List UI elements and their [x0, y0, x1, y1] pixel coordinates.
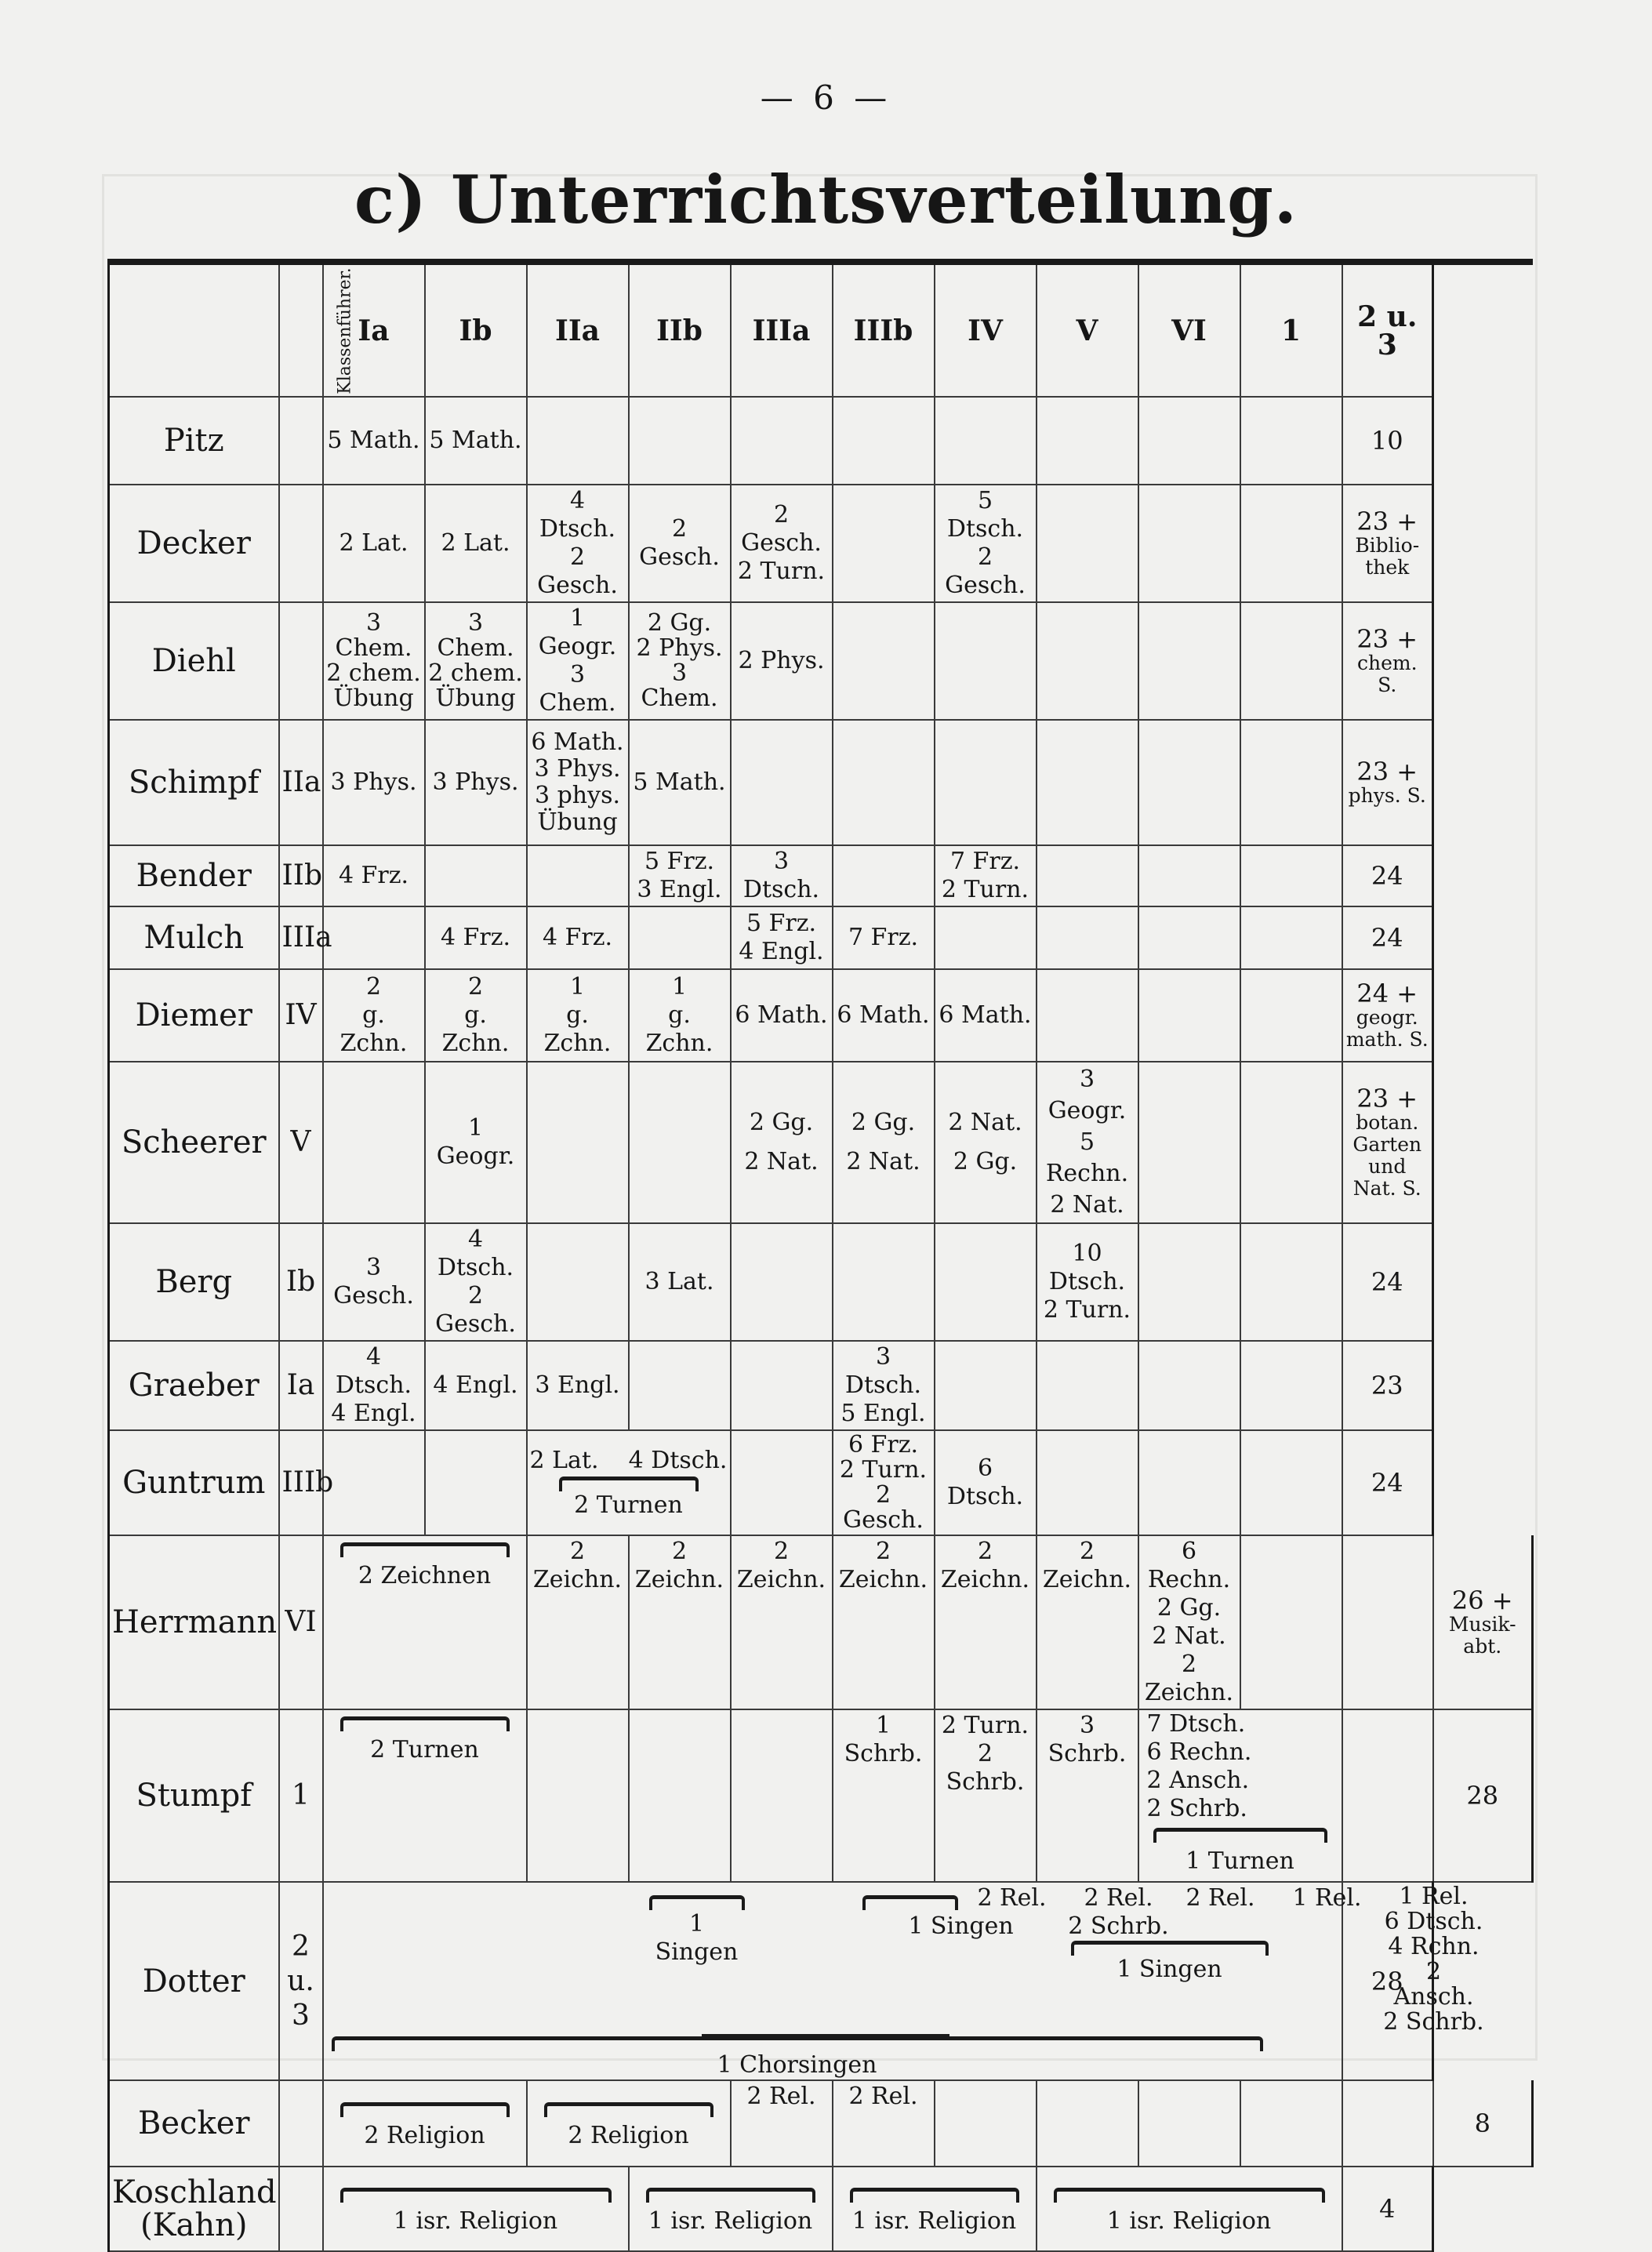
- table-cell: 2 Zeichn.: [1037, 1535, 1138, 1709]
- brace: [850, 2188, 1019, 2203]
- table-cell: 2 Nat. 2 Gg.: [935, 1062, 1037, 1223]
- table-cell: 3 Engl.: [527, 1341, 629, 1430]
- span-label: 2 Turnen: [574, 1491, 683, 1519]
- span-label: 1 isr. Religion: [1106, 2207, 1272, 2235]
- table-cell: 2 Gg. 2 Nat.: [833, 1062, 935, 1223]
- table-cell: 1 Rel.: [1292, 1884, 1362, 1912]
- span-label: 1 Singen: [655, 1910, 739, 1966]
- table-cell: [1240, 969, 1342, 1062]
- brace: [559, 1477, 699, 1491]
- table-cell: 2 Lat.: [425, 485, 527, 602]
- class-teacher: 2 u. 3: [279, 1882, 323, 2080]
- class-header: IIa: [527, 262, 629, 397]
- table-cell: 2 Zeichn.: [527, 1535, 629, 1709]
- total-cell: 28: [1342, 1882, 1433, 2080]
- table-cell: 3 Dtsch.: [731, 845, 833, 906]
- table-cell: [1138, 845, 1240, 906]
- combined-cell: [323, 2167, 629, 2251]
- table-cell: 4 Frz.: [323, 845, 425, 906]
- table-cell: [1240, 1062, 1342, 1223]
- table-cell: 1 g. Zchn.: [527, 969, 629, 1062]
- table-row: [109, 2167, 1533, 2251]
- table-cell: 3 Phys.: [425, 720, 527, 845]
- page-title: c) Unterrichtsverteilung.: [354, 161, 1298, 238]
- table-cell: [1240, 1223, 1342, 1341]
- brace: [646, 2188, 815, 2203]
- total-cell: 28: [1433, 1709, 1533, 1882]
- class-teacher: IIIb: [279, 1430, 323, 1535]
- table-cell: [1240, 1430, 1342, 1535]
- table-row: [109, 1062, 1533, 1223]
- total-cell: 23 + botan. Garten und Nat. S.: [1342, 1062, 1433, 1223]
- table-cell: 5 Math.: [425, 397, 527, 485]
- table-cell: 3 Phys.: [323, 720, 425, 845]
- teacher-name: Diemer: [109, 969, 279, 1062]
- span-label: 1 Chorsingen: [717, 2051, 877, 2079]
- table-row: [109, 1535, 1533, 1709]
- teacher-name: Koschland (Kahn): [109, 2167, 279, 2251]
- table-cell: [1240, 397, 1342, 485]
- span-label: 2 Religion: [568, 2121, 689, 2149]
- table-cell: 2 Rel.: [833, 2080, 935, 2167]
- span-label: 2 Zeichnen: [358, 1562, 492, 1589]
- table-cell: [1037, 969, 1138, 1062]
- table-cell: [935, 2080, 1037, 2167]
- teacher-name: Guntrum: [109, 1430, 279, 1535]
- combined-cell: [644, 1883, 750, 2036]
- table-cell: 2 Rel.: [731, 2080, 833, 2167]
- class-header: IIb: [629, 262, 731, 397]
- teacher-header: [109, 262, 279, 397]
- table-cell: 10 Dtsch. 2 Turn.: [1037, 1223, 1138, 1341]
- total-cell: 10: [1342, 397, 1433, 485]
- table-cell: [324, 1883, 430, 2036]
- table-cell: [833, 1223, 935, 1341]
- table-cell: 5 Frz. 4 Engl.: [731, 906, 833, 969]
- table-cell: 3 Chem. 2 chem. Übung: [425, 602, 527, 720]
- inner-table: [324, 1883, 1487, 2079]
- table-cell: 5 Dtsch. 2 Gesch.: [935, 485, 1037, 602]
- table-cell: [1138, 397, 1240, 485]
- inner-row: [324, 2036, 1487, 2079]
- table-cell: [1240, 845, 1342, 906]
- table-cell: [1240, 1535, 1342, 1709]
- combined-cell: [1037, 2167, 1342, 2251]
- table-row: [109, 602, 1533, 720]
- table-cell: [731, 1223, 833, 1341]
- total-cell: 23 + chem. S.: [1342, 602, 1433, 720]
- teacher-name: Pitz: [109, 397, 279, 485]
- table-cell: [731, 720, 833, 845]
- class-teacher: [279, 2167, 323, 2251]
- class-header: Ib: [425, 262, 527, 397]
- table-cell: 2 Gg. 2 Phys. 3 Chem.: [629, 602, 731, 720]
- table-cell: [935, 720, 1037, 845]
- table-cell: 2 Zeichn.: [833, 1535, 935, 1709]
- table-cell: [1240, 602, 1342, 720]
- table-cell: [935, 1223, 1037, 1341]
- table-cell: 6 Math.: [731, 969, 833, 1062]
- table-cell: [1037, 397, 1138, 485]
- table-cell: 6 Math.: [833, 969, 935, 1062]
- teacher-name: Mulch: [109, 906, 279, 969]
- span-label: 1 isr. Religion: [648, 2207, 813, 2235]
- table-cell: [859, 1884, 961, 1912]
- class-teacher: [279, 485, 323, 602]
- table-cell: [629, 397, 731, 485]
- table-cell: 6 Math. 3 Phys. 3 phys. Übung: [527, 720, 629, 845]
- table-cell: [527, 1062, 629, 1223]
- table-cell: [425, 845, 527, 906]
- class-teacher: V: [279, 1062, 323, 1223]
- table-cell: [1037, 602, 1138, 720]
- class-teacher: [279, 602, 323, 720]
- span-label: 1 Singen: [1116, 1956, 1222, 1983]
- class-header: 2 u. 3: [1342, 262, 1433, 397]
- table-cell: 2 Zeichn.: [935, 1535, 1037, 1709]
- table-cell: [1037, 1341, 1138, 1430]
- table-cell: 1 g. Zchn.: [629, 969, 731, 1062]
- table-cell: [935, 1341, 1037, 1430]
- table-cell: [629, 1062, 731, 1223]
- table-cell: [1138, 1223, 1240, 1341]
- table-cell: 1 Schrb.: [833, 1709, 935, 1882]
- table-cell: [1138, 969, 1240, 1062]
- total-cell: 24: [1342, 906, 1433, 969]
- inner-flex: [1068, 1884, 1272, 1941]
- header-row: [109, 262, 1533, 397]
- table-cell: [833, 602, 935, 720]
- class-header: 1: [1240, 262, 1342, 397]
- class-header: V: [1037, 262, 1138, 397]
- teacher-name: Decker: [109, 485, 279, 602]
- table-cell: [1240, 906, 1342, 969]
- teacher-name: Graeber: [109, 1341, 279, 1430]
- table-cell: [833, 845, 935, 906]
- combined-cell: [1138, 1709, 1342, 1882]
- table-cell: 2 Zeichn.: [731, 1535, 833, 1709]
- brace: [1153, 1828, 1327, 1843]
- table-cell: [1138, 485, 1240, 602]
- class-teacher: VI: [279, 1535, 323, 1709]
- teacher-name: Dotter: [109, 1882, 279, 2080]
- table-row: [109, 1341, 1533, 1430]
- table-row: [109, 906, 1533, 969]
- class-header: VI: [1138, 262, 1240, 397]
- class-teacher: [279, 2080, 323, 2167]
- table-cell: 2 Gesch. 2 Turn.: [731, 485, 833, 602]
- span-label: 1 Singen: [908, 1912, 1014, 1940]
- table-cell: 6 Frz. 2 Turn. 2 Gesch.: [833, 1430, 935, 1535]
- class-header: Ia: [323, 262, 425, 397]
- table-cell: [1037, 720, 1138, 845]
- table-cell: [527, 845, 629, 906]
- table-cell: 5 Frz. 3 Engl.: [629, 845, 731, 906]
- table-cell: 2 Lat. 4 Dtsch.: [529, 1446, 728, 1474]
- brace: [862, 1895, 958, 1910]
- table-cell: [1138, 2080, 1240, 2167]
- total-cell: 23 + Biblio-thek: [1342, 485, 1433, 602]
- table-cell: [731, 397, 833, 485]
- table-cell: 2 Zeichn.: [629, 1535, 731, 1709]
- table-cell: [935, 906, 1037, 969]
- table-cell: 2 g. Zchn.: [425, 969, 527, 1062]
- table-cell: [1138, 1430, 1240, 1535]
- table-cell: 3 Lat.: [629, 1223, 731, 1341]
- table-row: [109, 720, 1533, 845]
- table-cell: [1342, 2080, 1433, 2167]
- combined-cell: [629, 2167, 833, 2251]
- table-cell: 2 Gesch.: [629, 485, 731, 602]
- total-cell: 8: [1433, 2080, 1533, 2167]
- table-cell: 2 Rel.: [1185, 1884, 1255, 1912]
- total-cell: 26 + Musik-abt.: [1433, 1535, 1533, 1709]
- table-cell: 5 Math.: [629, 720, 731, 845]
- brace: [340, 1542, 510, 1557]
- brace: [649, 1895, 745, 1910]
- table-cell: 6 Rechn. 2 Gg. 2 Nat. 2 Zeichn.: [1138, 1535, 1240, 1709]
- table-cell: [833, 720, 935, 845]
- table-cell: [425, 1430, 527, 1535]
- table-cell: [833, 485, 935, 602]
- total-cell: 23: [1342, 1341, 1433, 1430]
- total-cell: 24: [1342, 1430, 1433, 1535]
- class-teacher: Ib: [279, 1223, 323, 1341]
- table-cell: [323, 1062, 425, 1223]
- inner-row: [324, 1883, 1487, 2036]
- table-cell: [1240, 1341, 1342, 1430]
- table-cell: [629, 1341, 731, 1430]
- table-cell: 4 Frz.: [425, 906, 527, 969]
- table-cell: 5 Math.: [323, 397, 425, 485]
- span-label: 1 Turnen: [1185, 1847, 1294, 1875]
- class-header: IIIb: [833, 262, 935, 397]
- teacher-name: Scheerer: [109, 1062, 279, 1223]
- table-row: [109, 1223, 1533, 1341]
- brace: [340, 2102, 510, 2117]
- span-label: 2 Turnen: [370, 1736, 479, 1763]
- class-teacher: [279, 397, 323, 485]
- table-cell: [731, 1430, 833, 1535]
- total-cell: 23 + phys. S.: [1342, 720, 1433, 845]
- table-row: [109, 2080, 1533, 2167]
- table-cell: 2 Lat.: [323, 485, 425, 602]
- table-cell: [750, 1883, 857, 2036]
- table-row: [109, 397, 1533, 485]
- table-cell: 4 Dtsch. 2 Gesch.: [425, 1223, 527, 1341]
- brace: [332, 2036, 1263, 2051]
- table-cell: 2 Rel. 2 Schrb.: [1068, 1884, 1169, 1940]
- table-cell: [1037, 906, 1138, 969]
- table-cell: [1342, 1709, 1433, 1882]
- table-cell: [537, 1883, 644, 2036]
- table-cell: 4 Frz.: [527, 906, 629, 969]
- class-header: IIIa: [731, 262, 833, 397]
- class-teacher: Ia: [279, 1341, 323, 1430]
- brace: [340, 2188, 612, 2203]
- table-cell: [527, 1709, 629, 1882]
- combined-cell: [323, 1709, 527, 1882]
- class-header: IV: [935, 262, 1037, 397]
- table-cell: [323, 906, 425, 969]
- table-cell: 2 Rel.: [977, 1884, 1047, 1912]
- table-cell: [1037, 845, 1138, 906]
- combined-cell: [857, 1883, 1066, 2036]
- table-cell: [935, 602, 1037, 720]
- table-cell: [1037, 1430, 1138, 1535]
- combined-cell: [527, 1430, 731, 1535]
- total-cell: 24 + geogr. math. S.: [1342, 969, 1433, 1062]
- klassenfuehrer-header: Klassenführer.: [279, 262, 323, 397]
- table-cell: [430, 1883, 537, 2036]
- bottom-rule: [702, 2034, 949, 2038]
- table-row: [109, 1882, 1533, 2080]
- table-row: [109, 1709, 1533, 1882]
- table-cell: 2 Turn. 2 Schrb.: [935, 1709, 1037, 1882]
- table-cell: [935, 397, 1037, 485]
- table-cell: [731, 1709, 833, 1882]
- table-cell: [1037, 485, 1138, 602]
- class-teacher: 1: [279, 1709, 323, 1882]
- table-cell: [629, 906, 731, 969]
- table-row: [109, 969, 1533, 1062]
- table-cell: 3 Gesch.: [323, 1223, 425, 1341]
- table-cell: 6 Math.: [935, 969, 1037, 1062]
- table-cell: [1240, 485, 1342, 602]
- brace: [1054, 2188, 1325, 2203]
- table-cell: 4 Engl.: [425, 1341, 527, 1430]
- teaching-distribution-table: [107, 259, 1534, 2252]
- combined-cell: [1066, 1883, 1274, 2036]
- combined-cell: [833, 2167, 1037, 2251]
- table-cell: 2 Phys.: [731, 602, 833, 720]
- table-cell: 2 Gg. 2 Nat.: [731, 1062, 833, 1223]
- table-cell: [1240, 2080, 1342, 2167]
- table-cell: [1138, 720, 1240, 845]
- span-label: 2 Religion: [364, 2121, 485, 2149]
- teacher-name: Bender: [109, 845, 279, 906]
- table-cell: 3 Dtsch. 5 Engl.: [833, 1341, 935, 1430]
- table-cell: [731, 1341, 833, 1430]
- class-teacher: IIIa: [279, 906, 323, 969]
- table-cell: [1240, 720, 1342, 845]
- span-label: 1 isr. Religion: [393, 2207, 558, 2235]
- table-cell: 3 Chem. 2 chem. Übung: [323, 602, 425, 720]
- table-cell: [1138, 906, 1240, 969]
- table-cell: 1 Geogr.: [425, 1062, 527, 1223]
- table-cell: 7 Frz.: [833, 906, 935, 969]
- combined-cell: [324, 2036, 1381, 2079]
- table-cell: [1138, 602, 1240, 720]
- table-cell: [629, 1709, 731, 1882]
- table-cell: 4 Dtsch. 4 Engl.: [323, 1341, 425, 1430]
- total-cell: 4: [1342, 2167, 1433, 2251]
- table-cell: 6 Dtsch.: [935, 1430, 1037, 1535]
- page-number: — 6 —: [760, 78, 892, 117]
- table-cell: [1342, 1535, 1433, 1709]
- table-cell: 1 Rel. 6 Dtsch. 4 Rchn. 2 Ansch. 2 Schrb.: [1383, 1883, 1484, 2036]
- teacher-name: Berg: [109, 1223, 279, 1341]
- table-cell: [1138, 1062, 1240, 1223]
- brace: [544, 2102, 713, 2117]
- brace: [1071, 1941, 1269, 1956]
- teacher-name: Schimpf: [109, 720, 279, 845]
- teacher-name: Stumpf: [109, 1709, 279, 1882]
- table-cell: 7 Frz. 2 Turn.: [935, 845, 1037, 906]
- table-cell: [527, 1223, 629, 1341]
- table-row: [109, 485, 1533, 602]
- table-cell: 3 Geogr. 5 Rechn. 2 Nat.: [1037, 1062, 1138, 1223]
- combined-cell: [527, 2080, 731, 2167]
- teacher-name: Herrmann: [109, 1535, 279, 1709]
- table-cell: 3 Schrb.: [1037, 1709, 1138, 1882]
- table-cell: [527, 397, 629, 485]
- class-teacher: IIa: [279, 720, 323, 845]
- class-teacher: IV: [279, 969, 323, 1062]
- table-cell: 4 Dtsch. 2 Gesch.: [527, 485, 629, 602]
- total-cell: 24: [1342, 1223, 1433, 1341]
- class-teacher: IIb: [279, 845, 323, 906]
- inner-flex: [859, 1884, 1063, 1912]
- combined-cell: [323, 2080, 527, 2167]
- table-cell: [323, 1430, 425, 1535]
- table-row: [109, 1430, 1533, 1535]
- teacher-name: Becker: [109, 2080, 279, 2167]
- combined-cell: [323, 1535, 527, 1709]
- teacher-name: Diehl: [109, 602, 279, 720]
- table-cell: 7 Dtsch. 6 Rechn. 2 Ansch. 2 Schrb.: [1146, 1710, 1252, 1822]
- table-cell: 1 Geogr. 3 Chem.: [527, 602, 629, 720]
- table-cell: [1138, 1341, 1240, 1430]
- table-row: [109, 845, 1533, 906]
- span-label: 1 isr. Religion: [851, 2207, 1017, 2235]
- table-cell: [833, 397, 935, 485]
- total-cell: 24: [1342, 845, 1433, 906]
- table-cell: 2 g. Zchn.: [323, 969, 425, 1062]
- table-cell: [1037, 2080, 1138, 2167]
- brace: [340, 1716, 510, 1731]
